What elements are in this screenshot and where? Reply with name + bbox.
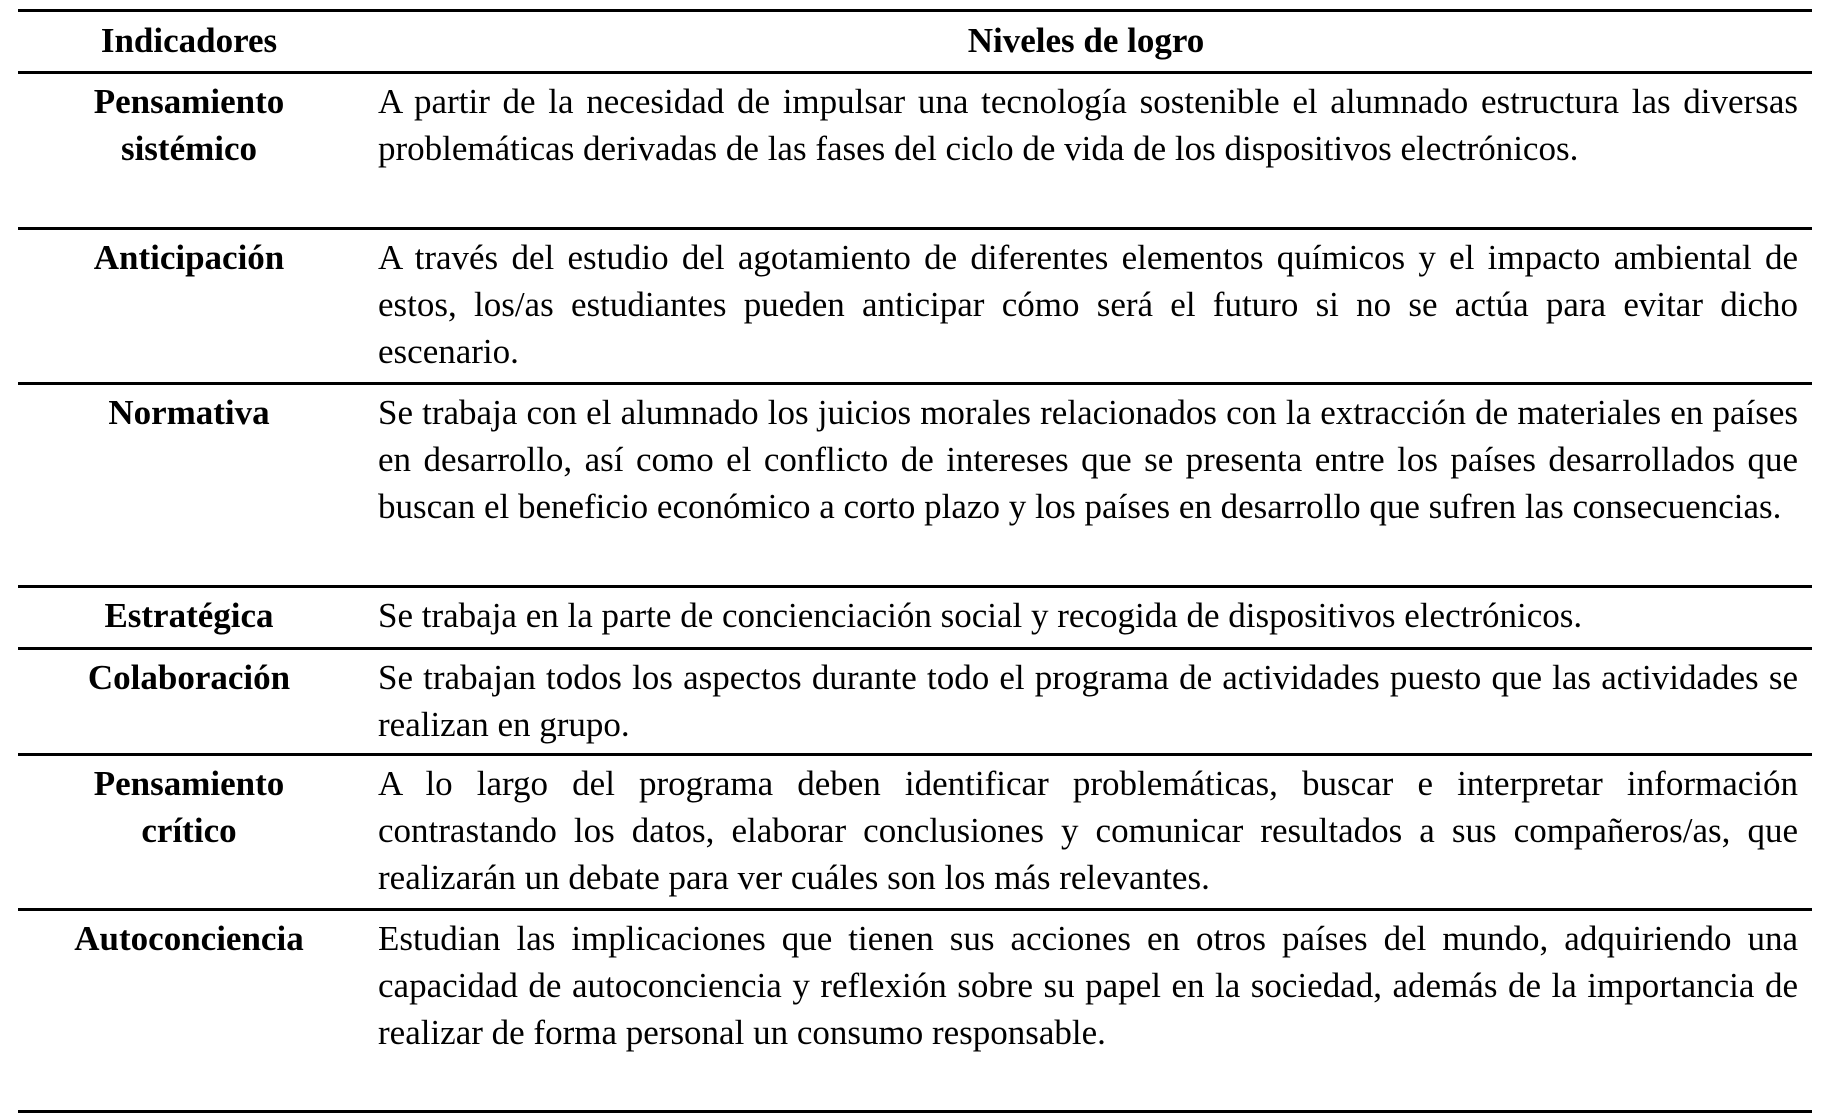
- achievement-level-text: A lo largo del programa deben identificar problemáticas, buscar e interpretar información contrastando los datos, elaborar conclusiones y comunicar resultados a sus compañeros/as, que realizarán un debate para ver cuáles son los más relevantes.: [378, 764, 1798, 897]
- table-row: [18, 753, 1812, 908]
- table-row: [18, 227, 1812, 382]
- indicator-label: Pensamiento: [93, 764, 285, 803]
- indicator-cell: [18, 911, 360, 1110]
- indicator-cell: [18, 230, 360, 382]
- indicator-cell: [18, 756, 360, 908]
- achievement-level-text: A partir de la necesidad de impulsar una tecnología sostenible el alumnado estructura las diversas problemáticas derivadas de las fases del ciclo de vida de los dispositivos electrónicos.: [378, 82, 1798, 168]
- table-header-row: [18, 12, 1812, 71]
- indicator-label: Autoconciencia: [74, 919, 304, 958]
- indicator-label: Pensamiento: [93, 82, 285, 121]
- indicator-cell: [18, 588, 360, 647]
- achievement-level-text: A través del estudio del agotamiento de diferentes elementos químicos y el impacto ambiental de estos, los/as estudiantes pueden anticipar cómo será el futuro si no se actúa para evitar dicho escenario.: [378, 238, 1798, 371]
- achievement-level-text: Estudian las implicaciones que tienen sus acciones en otros países del mundo, adquiriendo una capacidad de autoconciencia y reflexión sobre su papel en la sociedad, además de la importancia de realizar de forma personal un consumo responsable.: [378, 919, 1798, 1052]
- table-row: [18, 71, 1812, 227]
- indicator-label: Anticipación: [93, 238, 285, 277]
- indicator-label: Estratégica: [104, 596, 274, 635]
- indicator-cell: [18, 385, 360, 585]
- table-row: [18, 585, 1812, 647]
- indicator-label: crítico: [141, 811, 237, 850]
- indicator-label: sistémico: [120, 129, 258, 168]
- table-row: [18, 647, 1812, 753]
- indicator-label: Colaboración: [87, 658, 291, 697]
- competencies-table: [18, 9, 1812, 1113]
- indicator-cell: [18, 74, 360, 227]
- achievement-level-text: Se trabaja en la parte de concienciación social y recogida de dispositivos electrónicos.: [378, 596, 1583, 635]
- header-niveles-de-logro: Niveles de logro: [967, 21, 1205, 60]
- achievement-level-text: Se trabajan todos los aspectos durante todo el programa de actividades puesto que las actividades se realizan en grupo.: [378, 658, 1798, 744]
- indicator-label: Normativa: [108, 393, 270, 432]
- achievement-level-text: Se trabaja con el alumnado los juicios morales relacionados con la extracción de materiales en países en desarrollo, así como el conflicto de intereses que se presenta entre los países desarrollados que buscan el beneficio económico a corto plazo y los países en desarrollo que sufren las consecuencias.: [378, 393, 1798, 526]
- table-row: [18, 908, 1812, 1110]
- header-indicadores: Indicadores: [100, 21, 278, 60]
- indicator-cell: [18, 650, 360, 753]
- table-row: [18, 382, 1812, 585]
